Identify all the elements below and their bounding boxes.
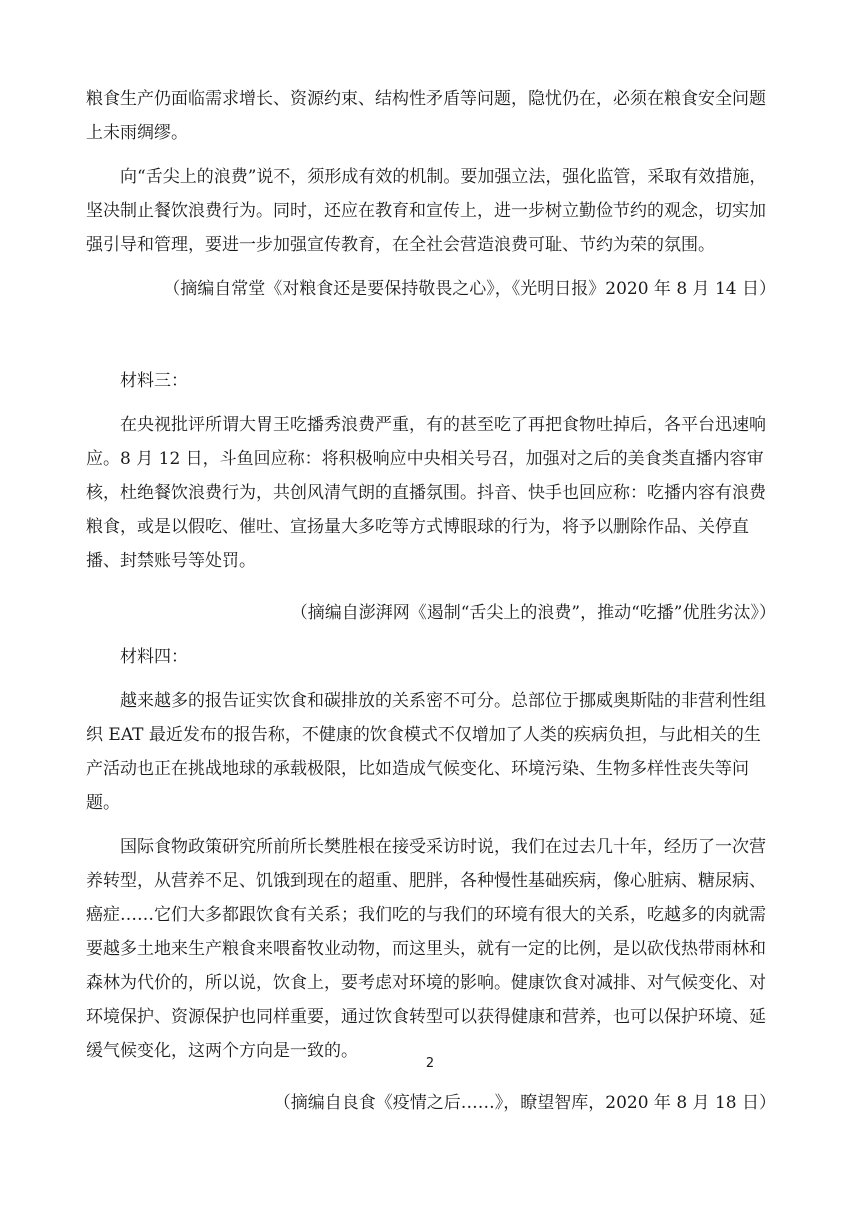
paragraph-waste-mechanism: 向“舌尖上的浪费”说不，须形成有效的机制。要加强立法，强化监管，采取有效措施，坚决制止餐饮浪费行为。同时，还应在教育和宣传上，进一步树立勤俭节约的观念，切实加强引导和管理，要进一步加强宣传教育，在全社会营造浪费可耻、节约为荣的氛围。 (86, 167, 767, 255)
source-material-two: （摘编自常堂《对粮食还是要保持敬畏之心》，《光明日报》2020 年 8 月 14 日） (163, 279, 776, 299)
paragraph-food-security: 粮食生产仍面临需求增长、资源约束、结构性矛盾等问题，隐忧仍在，必须在粮食安全问题上未雨绸缪。 (86, 89, 766, 143)
paragraph-diet-emissions: 越来越多的报告证实饮食和碳排放的关系密不可分。总部位于挪威奥斯陆的非营利性组织 EAT 最近发布的报告称，不健康的饮食模式不仅增加了人类的疾病负担，与此相关的生产活动也正在挑战地球的承载极限，比如造成气候变化、环境污染、生物多样性丧失等问题。 (86, 691, 766, 813)
source-material-three: （摘编自澎湃网《遏制“舌尖上的浪费”，推动“吃播”优胜劣汰》） (290, 603, 776, 623)
heading-material-four: 材料四： (120, 647, 188, 667)
document-body (86, 82, 776, 1120)
source-material-four: （摘编自良食《疫情之后……》，瞭望智库，2020 年 8 月 18 日） (273, 1093, 776, 1113)
page-number: 2 (425, 1056, 435, 1071)
heading-material-three: 材料三： (120, 371, 188, 391)
paragraph-nutrition-transition: 国际食物政策研究所前所长樊胜根在接受采访时说，我们在过去几十年，经历了一次营养转型，从营养不足、饥饿到现在的超重、肥胖，各种慢性基础疾病，像心脏病、糖尿病、癌症……它们大多都跟饮食有关系；我们吃的与我们的环境有很大的关系，吃越多的肉就需要越多土地来生产粮食来喂畜牧业动物，而这里头，就有一定的比例，是以砍伐热带雨林和森林为代价的，所以说，饮食上，要考虑对环境的影响。健康饮食对减排、对气候变化、对环境保护、资源保护也同样重要，通过饮食转型可以获得健康和营养，也可以保护环境、延缓气候变化，这两个方向是一致的。 (86, 837, 766, 1061)
paragraph-platforms-response: 在央视批评所谓大胃王吃播秀浪费严重，有的甚至吃了再把食物吐掉后，各平台迅速响应。8 月 12 日，斗鱼回应称：将积极响应中央相关号召，加强对之后的美食类直播内容审核，杜绝餐饮浪费行为，共创风清气朗的直播氛围。抖音、快手也回应称：吃播内容有浪费粮食，或是以假吃、催吐、宣扬量大多吃等方式博眼球的行为，将予以删除作品、关停直播、封禁账号等处罚。 (86, 415, 766, 571)
